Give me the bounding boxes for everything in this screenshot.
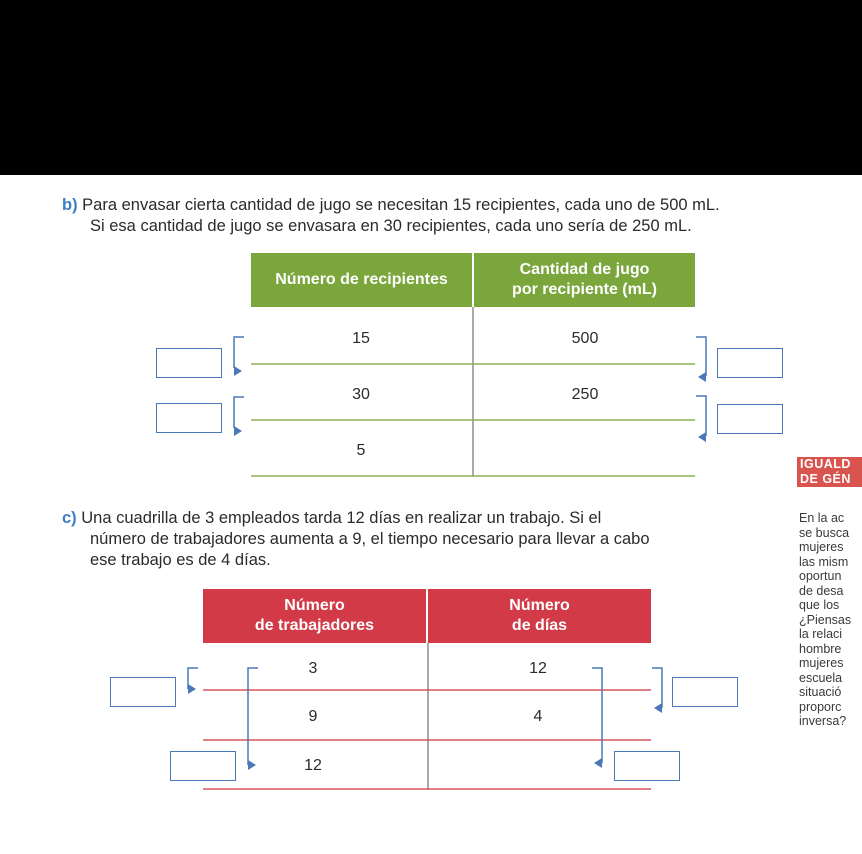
table-b-header-recipients: Número de recipientes xyxy=(251,253,472,307)
sidebar-heading-line2: DE GÉN xyxy=(800,472,851,486)
sidebar-line: las mism xyxy=(799,554,849,569)
exercise-b-line1-text: Para envasar cierta cantidad de jugo se necesitan 15 recipientes, cada uno de 500 mL. xyxy=(82,196,720,214)
answer-box-b-right-1[interactable] xyxy=(717,348,783,378)
sidebar-line: que los xyxy=(799,598,840,612)
table-b-right-bracket-1 xyxy=(696,337,706,376)
sidebar-line: escuela xyxy=(799,670,843,685)
table-b-r2-c2: 250 xyxy=(571,386,599,403)
table-c-header-days xyxy=(428,589,651,643)
table-b-header-juice-line2: por recipiente (mL) xyxy=(512,281,657,298)
sidebar-line: mujeres xyxy=(799,656,844,670)
answer-box-b-right-2[interactable] xyxy=(717,404,783,434)
table-b-right-arrow-1 xyxy=(698,372,706,382)
table-b-left-arrow-2 xyxy=(234,426,242,436)
sidebar-heading-line1: IGUALD xyxy=(800,457,851,471)
sidebar-line: situació xyxy=(799,685,842,699)
exercise-c-line2: número de trabajadores aumenta a 9, el tiempo necesario para llevar a cabo xyxy=(90,530,650,548)
sidebar-line: inversa? xyxy=(799,714,847,728)
table-c-header-workers xyxy=(203,589,426,643)
answer-box-c-right-2[interactable] xyxy=(614,751,680,781)
table-c-left-arrow-1 xyxy=(188,684,196,694)
exercise-b-letter: b) xyxy=(62,196,78,214)
table-c-left-arrow-big xyxy=(248,760,256,770)
table-c-header-workers-line2: de trabajadores xyxy=(254,617,375,634)
table-c-right-bracket-big xyxy=(592,668,602,763)
sidebar-line: proporc xyxy=(799,699,842,714)
exercise-c-line3: ese trabajo es de 4 días. xyxy=(90,551,271,569)
table-b-left-bracket-2 xyxy=(234,397,244,428)
exercise-c-line1-text: Una cuadrilla de 3 empleados tarda 12 días en realizar un trabajo. Si el xyxy=(81,509,602,527)
table-b-r1-c2: 500 xyxy=(571,330,599,347)
exercise-c-letter: c) xyxy=(62,509,77,527)
table-b-left-bracket-1 xyxy=(234,337,244,368)
sidebar-line: se busca xyxy=(799,525,850,540)
table-b-r2-c1: 30 xyxy=(352,386,370,403)
sidebar-text xyxy=(799,511,851,729)
table-b-right-bracket-2 xyxy=(696,396,706,436)
sidebar-line: mujeres xyxy=(799,540,844,554)
table-c-header-days-line1: Número xyxy=(509,597,570,614)
table-c-r2-c1: 9 xyxy=(308,708,318,725)
sidebar-line: hombre xyxy=(799,641,842,656)
answer-box-b-left-1[interactable] xyxy=(156,348,222,378)
table-c-right-arrow-1 xyxy=(654,703,662,713)
sidebar-line: En la ac xyxy=(799,511,845,525)
table-c-r2-c2: 4 xyxy=(533,708,543,725)
table-c-r1-c2: 12 xyxy=(529,660,547,677)
table-c-header-days-line2: de días xyxy=(511,617,568,634)
answer-box-b-left-2[interactable] xyxy=(156,403,222,433)
table-c-right-bracket-1 xyxy=(652,668,662,708)
table-c-right-arrow-big xyxy=(594,758,602,768)
table-c-r3-c1: 12 xyxy=(304,757,322,774)
sidebar-line: la relaci xyxy=(799,627,843,641)
sidebar-heading xyxy=(797,457,862,487)
table-c-r1-c1: 3 xyxy=(308,660,318,677)
answer-box-c-left-2[interactable] xyxy=(170,751,236,781)
answer-box-c-left-1[interactable] xyxy=(110,677,176,707)
table-b-header-juice-line1: Cantidad de jugo xyxy=(519,261,650,278)
table-b-right-arrow-2 xyxy=(698,432,706,442)
table-b-left-arrow-1 xyxy=(234,366,242,376)
table-c-header-workers-line1: Número xyxy=(284,597,345,614)
exercise-c-line1 xyxy=(62,508,601,528)
answer-box-c-right-1[interactable] xyxy=(672,677,738,707)
table-c-left-bracket-big xyxy=(248,668,258,765)
sidebar-line: oportun xyxy=(799,569,842,583)
sidebar-line: de desa xyxy=(799,583,844,598)
table-b-r3-c1: 5 xyxy=(356,442,366,459)
exercise-b-line2: Si esa cantidad de jugo se envasara en 30 recipientes, cada uno sería de 250 mL. xyxy=(90,217,692,235)
sidebar-line: ¿Piensas xyxy=(799,612,852,627)
table-b-r1-c1: 15 xyxy=(352,330,370,347)
